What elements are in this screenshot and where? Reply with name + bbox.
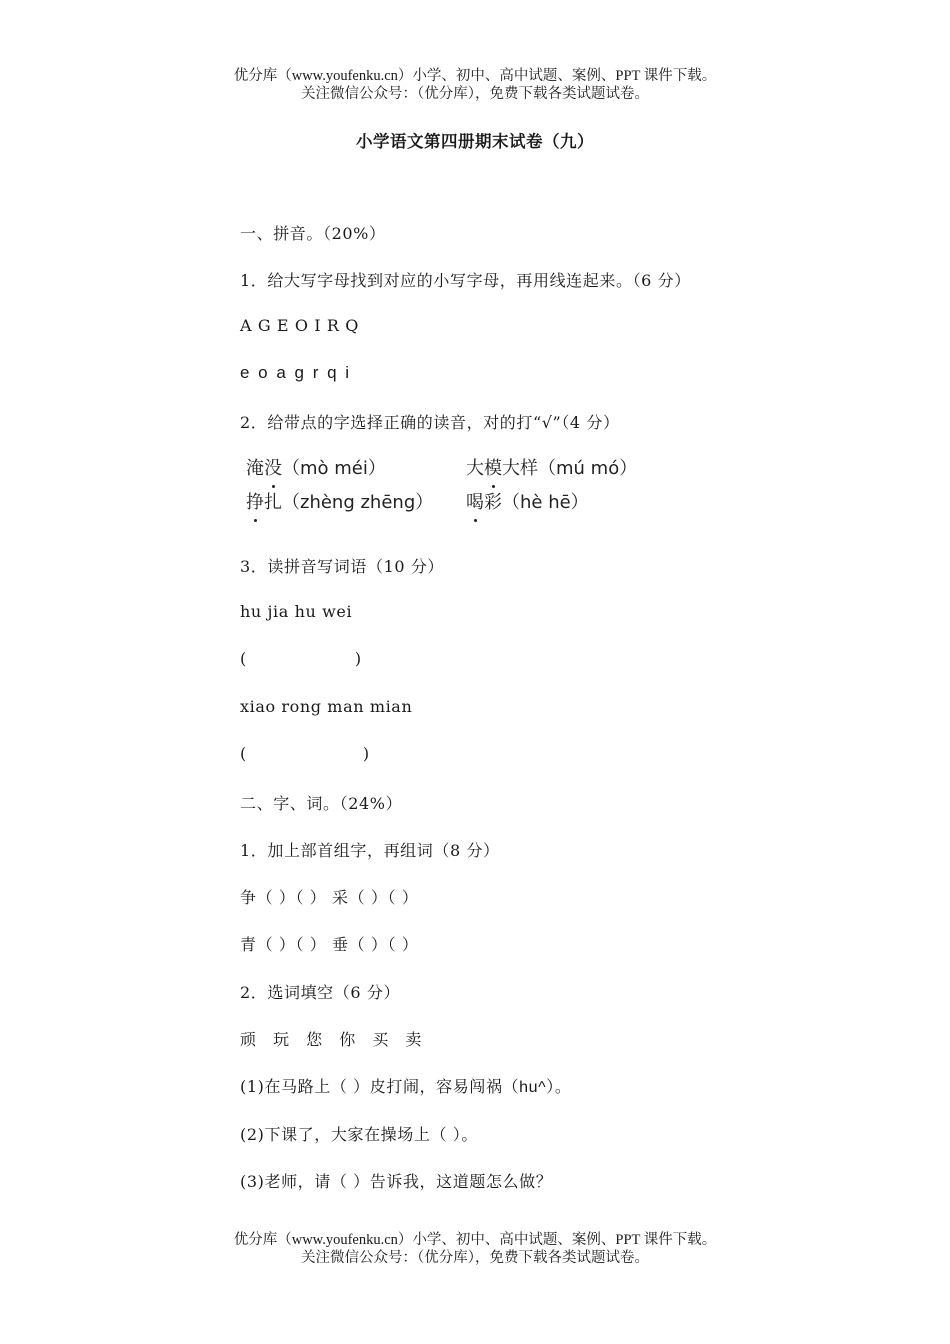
blank-open: ( xyxy=(240,649,247,668)
sentence-3: (3)老师，请（ ）告诉我，这道题怎么做？ xyxy=(240,1172,553,1191)
pinyin-prompt-2: xiao rong man mian xyxy=(240,697,413,716)
question-1-3: 3．读拼音写词语（10 分） xyxy=(240,557,445,576)
radical-row-1: 争（ ）（ ） 采（ ）（ ） xyxy=(240,888,419,907)
blank-open: ( xyxy=(240,744,247,763)
pinyin-options: （mú mó） xyxy=(538,458,638,479)
pinyin-options: （zhèng zhēng） xyxy=(282,492,434,513)
item-chars: 大样 xyxy=(502,458,538,479)
question-1-2: 2．给带点的字选择正确的读音，对的打“√”（4 分） xyxy=(240,413,620,432)
answer-blank-2 xyxy=(240,744,370,763)
blank-close: ) xyxy=(362,744,370,763)
question-2-2: 2．选词填空（6 分） xyxy=(240,983,401,1002)
radical-row-2: 青（ ）（ ） 垂（ ）（ ） xyxy=(240,935,419,954)
sentence-1-pinyin: hu^ xyxy=(519,1079,547,1096)
sentence-1-text: (1)在马路上（ ）皮打闹，容易闯祸（ xyxy=(240,1077,520,1096)
item-chars: 大 xyxy=(466,458,484,479)
pinyin-item xyxy=(466,488,589,514)
blank-close: ) xyxy=(354,649,362,668)
item-chars: 彩 xyxy=(484,492,502,513)
pinyin-item xyxy=(246,454,386,480)
sentence-1-end: ）。 xyxy=(546,1077,572,1096)
item-chars: 扎 xyxy=(264,492,282,513)
word-choices: 顽 玩 您 你 买 卖 xyxy=(240,1030,428,1049)
dotted-char: 模 xyxy=(484,454,502,480)
item-chars: 淹 xyxy=(246,458,264,479)
exam-title: 小学语文第四册期末试卷（九） xyxy=(356,132,594,151)
sentence-2: (2)下课了，大家在操场上（ ）。 xyxy=(240,1125,478,1144)
answer-blank-1 xyxy=(240,649,362,668)
page-header xyxy=(0,67,950,103)
header-line-1: 优分库（www.youfenku.cn）小学、初中、高中试题、案例、PPT 课件下载。 xyxy=(233,68,717,84)
pinyin-item xyxy=(246,488,433,514)
page-footer xyxy=(0,1231,950,1267)
footer-line-1: 优分库（www.youfenku.cn）小学、初中、高中试题、案例、PPT 课件下载。 xyxy=(233,1232,717,1248)
sentence-1 xyxy=(240,1074,571,1097)
dotted-char: 喝 xyxy=(466,488,484,514)
dotted-char: 没 xyxy=(264,454,282,480)
pinyin-options: （hè hē） xyxy=(502,492,589,513)
pinyin-item xyxy=(466,454,637,480)
question-2-1: 1．加上部首组字，再组词（8 分） xyxy=(240,841,500,860)
section-1-heading: 一、拼音。（20%） xyxy=(240,224,386,243)
dotted-char: 挣 xyxy=(246,488,264,514)
pinyin-prompt-1: hu jia hu wei xyxy=(240,602,353,621)
pinyin-choice-grid xyxy=(246,452,666,524)
footer-line-2: 关注微信公众号：（优分库），免费下载各类试题试卷。 xyxy=(301,1250,649,1266)
header-line-2: 关注微信公众号：（优分库），免费下载各类试题试卷。 xyxy=(301,86,649,102)
pinyin-options: （mò méi） xyxy=(282,458,386,479)
uppercase-letters: A G E O I R Q xyxy=(240,316,359,335)
section-2-heading: 二、字、词。（24%） xyxy=(240,794,403,813)
lowercase-letters: e o a g r q i xyxy=(240,363,352,382)
question-1-1: 1．给大写字母找到对应的小写字母，再用线连起来。（6 分） xyxy=(240,271,691,290)
